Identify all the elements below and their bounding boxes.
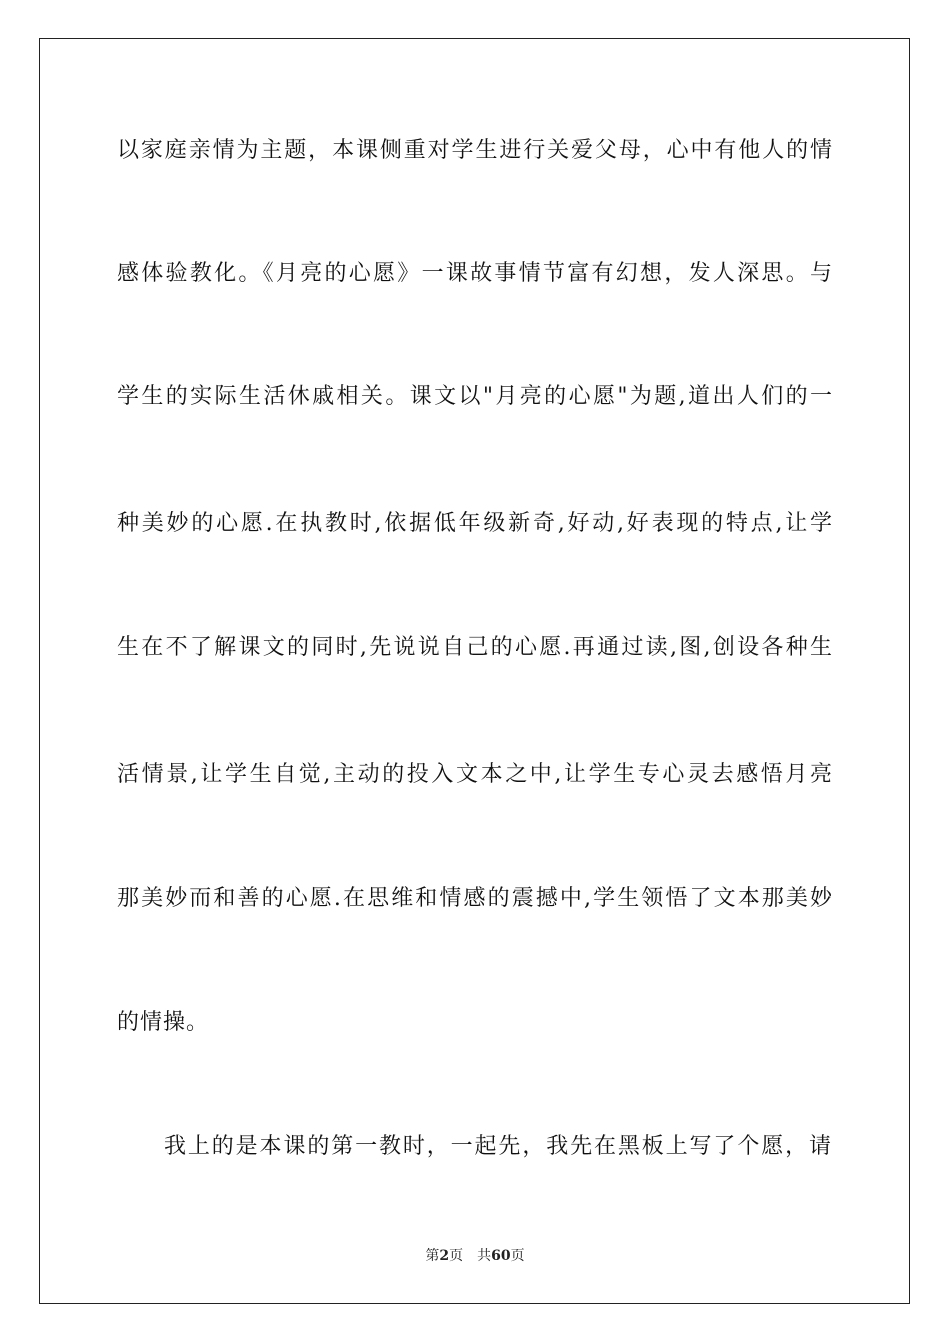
footer-total-number: 60 bbox=[491, 1248, 511, 1264]
paragraph-line-5: 生在不了解课文的同时,先说说自己的心愿.再通过读,图,创设各种生 bbox=[117, 635, 833, 660]
paragraph-line-7: 那美妙而和善的心愿.在思维和情感的震撼中,学生领悟了文本那美妙 bbox=[117, 886, 833, 911]
paragraph2-line-1: 我上的是本课的第一教时，一起先，我先在黑板上写了个愿，请 bbox=[164, 1134, 832, 1159]
page-footer bbox=[0, 1246, 950, 1266]
paragraph-line-4: 种美妙的心愿.在执教时,依据低年级新奇,好动,好表现的特点,让学 bbox=[117, 511, 833, 536]
paragraph-line-6: 活情景,让学生自觉,主动的投入文本之中,让学生专心灵去感悟月亮 bbox=[117, 762, 833, 787]
footer-total-prefix: 共 bbox=[477, 1248, 492, 1264]
paragraph-line-2: 感体验教化。《月亮的心愿》一课故事情节富有幻想，发人深思。与 bbox=[117, 261, 833, 286]
footer-total-suffix: 页 bbox=[510, 1248, 525, 1264]
page-border bbox=[39, 38, 910, 1304]
paragraph-line-8: 的情操。 bbox=[117, 1010, 210, 1035]
footer-page-number: 2 bbox=[439, 1248, 450, 1264]
footer-page-suffix: 页 bbox=[449, 1248, 464, 1264]
paragraph-line-1: 以家庭亲情为主题，本课侧重对学生进行关爱父母，心中有他人的情 bbox=[117, 138, 833, 163]
footer-page-prefix: 第 bbox=[425, 1248, 440, 1264]
paragraph-line-3: 学生的实际生活休戚相关。课文以"月亮的心愿"为题,道出人们的一 bbox=[117, 384, 833, 409]
